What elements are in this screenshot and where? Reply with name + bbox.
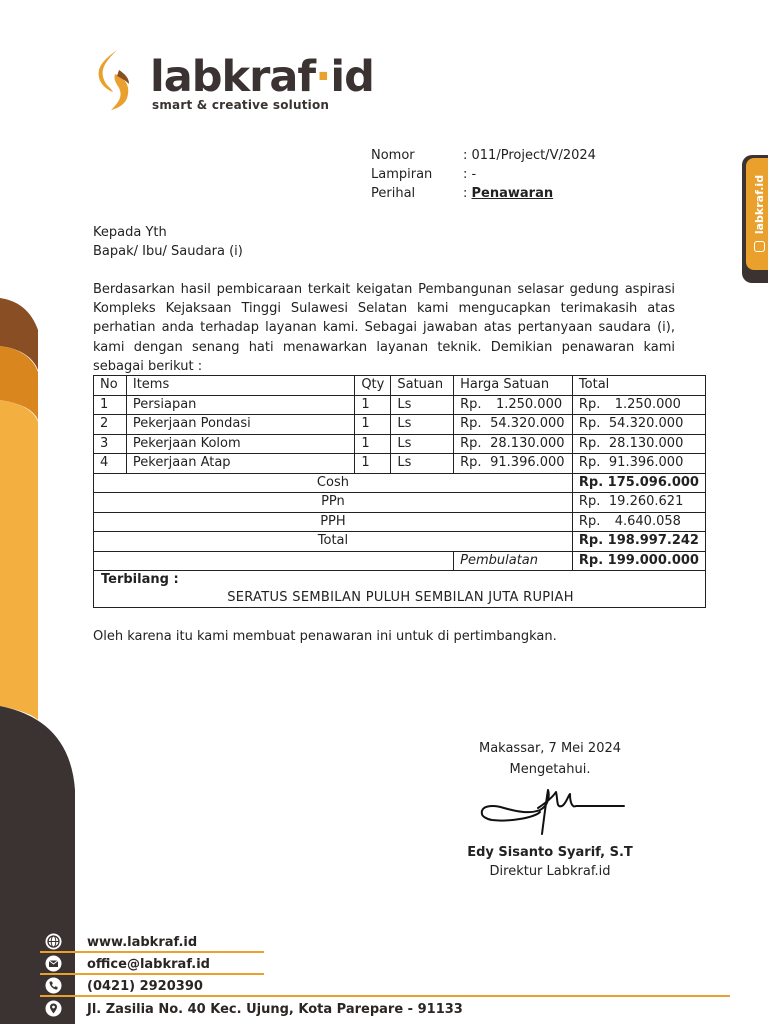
summary-label: Total [94,532,573,552]
row-item: Pekerjaan Atap [126,454,354,474]
table-header: Items [126,376,354,396]
brand-dot: · [315,52,331,102]
meta-label: Nomor [371,148,415,163]
table-header: No [94,376,127,396]
table-row [94,395,706,415]
meta-perihal [371,186,553,201]
summary-row-rounding [94,551,706,571]
brand-suffix: id [330,52,374,102]
location-pin-icon [45,1000,62,1017]
meta-lampiran [371,167,476,182]
instagram-icon [755,241,766,252]
meta-value: : 011/Project/V/2024 [463,148,596,163]
summary-value: Rp. 175.096.000 [572,473,705,493]
table-header-row [94,376,706,396]
row-total: Rp. 91.396.000 [572,454,705,474]
table-header: Satuan [391,376,454,396]
table-row [94,434,706,454]
row-unit: Ls [391,454,454,474]
meta-label: Perihal [371,186,416,201]
row-total: Rp. 54.320.000 [572,415,705,435]
table-row [94,415,706,435]
summary-value: Rp. 4.640.058 [572,512,705,532]
terbilang-value: SERATUS SEMBILAN PULUH SEMBILAN JUTA RUPIAH [227,590,574,605]
summary-row-cosh [94,473,706,493]
footer-divider [40,995,730,997]
row-qty: 1 [355,415,391,435]
meta-value-prefix: : [463,186,472,201]
closing-sentence: Oleh karena itu kami membuat penawaran ini untuk di pertimbangkan. [93,629,557,644]
intro-paragraph: Berdasarkan hasil pembicaraan terkait keigatan Pembangunan selasar gedung aspirasi Kompleks Kejaksaan Tinggi Sulawesi Selatan kami mengucapkan terimakasih atas perhatian anda terhadap layanan kami. Sebagai jawaban atas pertanyaan saudara (i), kami dengan senang hati menawarkan layanan teknik. Demikian penawaran kami sebagai berikut : [93,282,675,374]
row-no: 1 [94,395,127,415]
row-price: Rp. 1.250.000 [454,395,573,415]
table-header: Harga Satuan [454,376,573,396]
row-item: Persiapan [126,395,354,415]
row-total: Rp. 28.130.000 [572,434,705,454]
table-header: Qty [355,376,391,396]
summary-value: Rp. 198.997.242 [572,532,705,552]
meta-label: Lampiran [371,167,433,182]
signature-place-date: Makassar, 7 Mei 2024 [478,741,622,756]
mail-icon [45,955,62,972]
brand-wordmark [150,52,374,102]
handwritten-signature [478,778,626,838]
row-unit: Ls [391,395,454,415]
table-header: Total [572,376,705,396]
summary-value: Rp. 19.260.621 [572,493,705,513]
phone-icon [45,977,62,994]
row-price: Rp. 91.396.000 [454,454,573,474]
summary-label: PPH [94,512,573,532]
row-unit: Ls [391,434,454,454]
summary-label: PPn [94,493,573,513]
instagram-handle: labkraf.id [753,168,766,258]
footer-address: Jl. Zasilia No. 40 Kec. Ujung, Kota Parepare - 91133 [87,1002,463,1017]
recipient-line-1: Kepada Yth [93,225,167,240]
row-item: Pekerjaan Kolom [126,434,354,454]
row-item: Pekerjaan Pondasi [126,415,354,435]
row-price: Rp. 54.320.000 [454,415,573,435]
summary-row-ppn [94,493,706,513]
meta-value: Penawaran [471,186,554,201]
summary-label: Cosh [94,473,573,493]
footer-email[interactable]: office@labkraf.id [87,957,210,972]
row-qty: 1 [355,434,391,454]
brand-name: labkraf [150,52,316,102]
footer-phone: (0421) 2920390 [87,979,203,994]
row-no: 3 [94,434,127,454]
summary-row-total [94,532,706,552]
rounding-value: Rp. 199.000.000 [572,551,705,571]
labkraf-logo-mark [95,48,135,112]
row-qty: 1 [355,454,391,474]
signatory-title: Direktur Labkraf.id [489,864,611,879]
signatory-name: Edy Sisanto Syarif, S.T [467,845,633,860]
offer-table [93,375,706,571]
footer-divider [40,973,264,975]
recipient-line-2: Bapak/ Ibu/ Saudara (i) [93,244,243,259]
footer-divider [40,951,264,953]
footer-website[interactable]: www.labkraf.id [87,935,198,950]
row-qty: 1 [355,395,391,415]
row-no: 2 [94,415,127,435]
row-price: Rp. 28.130.000 [454,434,573,454]
globe-icon [45,933,62,950]
table-row [94,454,706,474]
rounding-label: Pembulatan [454,551,573,571]
left-decorative-band [0,0,90,1024]
summary-row-pph [94,512,706,532]
meta-value: : - [463,167,477,182]
rounding-spacer [94,551,454,571]
terbilang-box [93,570,706,608]
brand-tagline: smart & creative solution [152,98,330,112]
signature-acknowledged: Mengetahui. [509,762,591,777]
meta-nomor [371,148,596,163]
row-unit: Ls [391,415,454,435]
row-total: Rp. 1.250.000 [572,395,705,415]
row-no: 4 [94,454,127,474]
terbilang-label: Terbilang : [101,572,179,587]
